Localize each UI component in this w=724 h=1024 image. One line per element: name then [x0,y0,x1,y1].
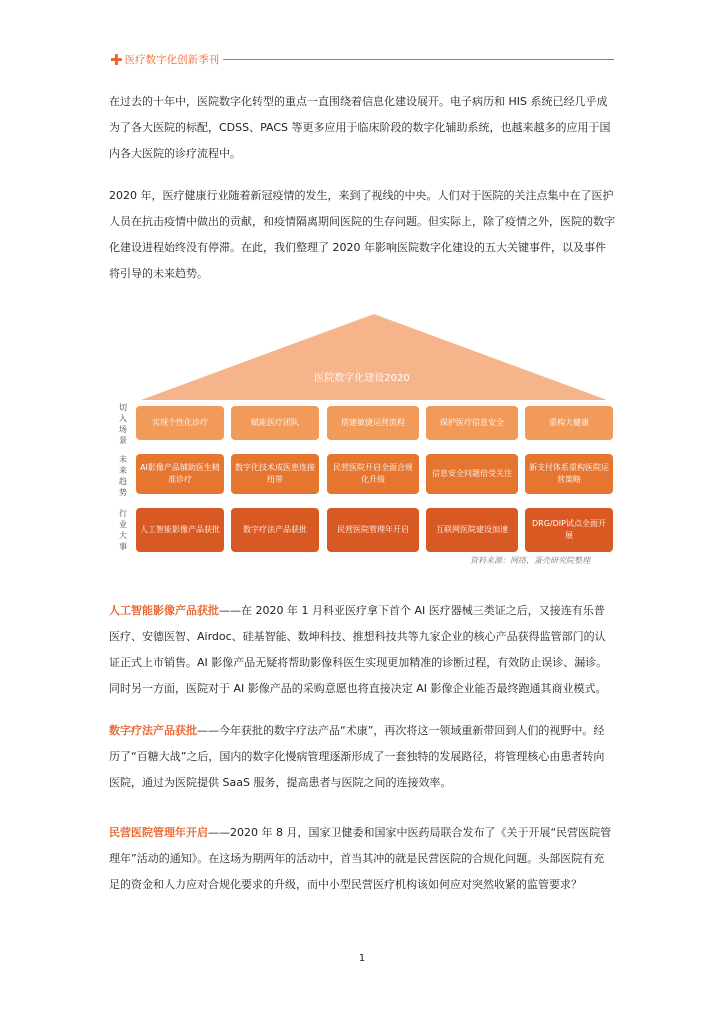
diagram-box: 新支付体系重构医院运营策略 [525,454,613,494]
diagram-roof [141,314,607,400]
diagram-box: AI影像产品辅助医生精准诊疗 [136,454,224,494]
diagram-box: 赋能医疗团队 [231,406,319,440]
diagram-box: 信息安全问题倍受关注 [426,454,518,494]
diagram-box: 数字疗法产品获批 [231,508,319,552]
plus-icon: ✚ [110,50,123,69]
page-header [110,52,614,67]
text-digital-therapy: ——今年获批的数字疗法产品“术康”，再次将这一领域重新带回到人们的视野中。经历了“百糖大战”之后，国内的数字化慢病管理逐渐形成了一套独特的发展路径，将管理核心由患者转向医院，通过为医院提供 SaaS 服务，提高患者与医院之间的连接效率。 [109,724,605,789]
diagram-box: 实现个性化诊疗 [136,406,224,440]
highlight-digital-therapy: 数字疗法产品获批 [109,724,197,737]
diagram-title: 医院数字化建设2020 [314,373,410,384]
paragraph-digital-therapy [109,718,615,796]
diagram-box: 保护医疗信息安全 [426,406,518,440]
paragraph-intro: 在过去的十年中，医院数字化转型的重点一直围绕着信息化建设展开。电子病历和 HIS 系统已经几乎成为了各大医院的标配，CDSS、PACS 等更多应用于临床阶段的数字化辅助系统，也越来越多的应用于国内各大医院的诊疗流程中。 [109,95,611,160]
highlight-ai-imaging: 人工智能影像产品获批 [109,604,219,617]
diagram-box: 数字化技术成医患连接纽带 [231,454,319,494]
text-ai-imaging: ——在 2020 年 1 月科亚医疗拿下首个 AI 医疗器械三类证之后，又接连有乐普医疗、安德医智、Airdoc、硅基智能、数坤科技、推想科技共等九家企业的核心产品获得监管部门的认证正式上市销售。AI 影像产品无疑将帮助影像科医生实现更加精准的诊断过程，有效防止误诊、漏诊。同时另一方面，医院对于 AI 影像产品的采购意愿也将直接决定 AI 影像企业能否最终跑通其商业模式。 [109,604,608,695]
paragraph-2020: 2020 年，医疗健康行业随着新冠疫情的发生，来到了视线的中央。人们对于医院的关注点集中在了医护人员在抗击疫情中做出的贡献，和疫情隔离期间医院的生存问题。但实际上，除了疫情之外，医院的数字化建设进程始终没有停滞。在此，我们整理了 2020 年影响医院数字化建设的五大关键事件，以及事件将引导的未来趋势。 [109,189,615,280]
page-number: 1 [358,953,366,964]
diagram-box: 人工智能影像产品获批 [136,508,224,552]
header-title: 医疗数字化创新季刊 [124,54,220,66]
paragraph-ai-imaging [109,598,615,702]
diagram-box: 民营医院开启全面合规化升级 [327,454,419,494]
text-private-hospital: ——2020 年 8 月，国家卫健委和国家中医药局联合发布了《关于开展“民营医院管理年”活动的通知》。在这场为期两年的活动中，首当其冲的就是民营医院的合规化问题。头部医院有充足的资金和人力应对合规化要求的升级，而中小型民营医疗机构该如何应对突然收紧的监管要求？ [109,826,612,891]
diagram-box: 民营医院管理年开启 [327,508,419,552]
diagram-box: 互联网医院建设加速 [426,508,518,552]
highlight-private-hospital: 民营医院管理年开启 [109,826,208,839]
header-rule [223,59,614,60]
row-label-trend: 未来趋势 [119,455,127,497]
paragraph-private-hospital [109,820,615,898]
row-label-scenario: 切入场景 [119,403,127,445]
diagram-source: 资料来源：网络，蛋壳研究院整理 [470,556,590,565]
diagram-box: 重构大健康 [525,406,613,440]
diagram-box: 搭建敏捷运营流程 [327,406,419,440]
row-label-events: 行业大事 [119,509,127,551]
diagram-box: DRG/DIP试点全面开展 [525,508,613,552]
